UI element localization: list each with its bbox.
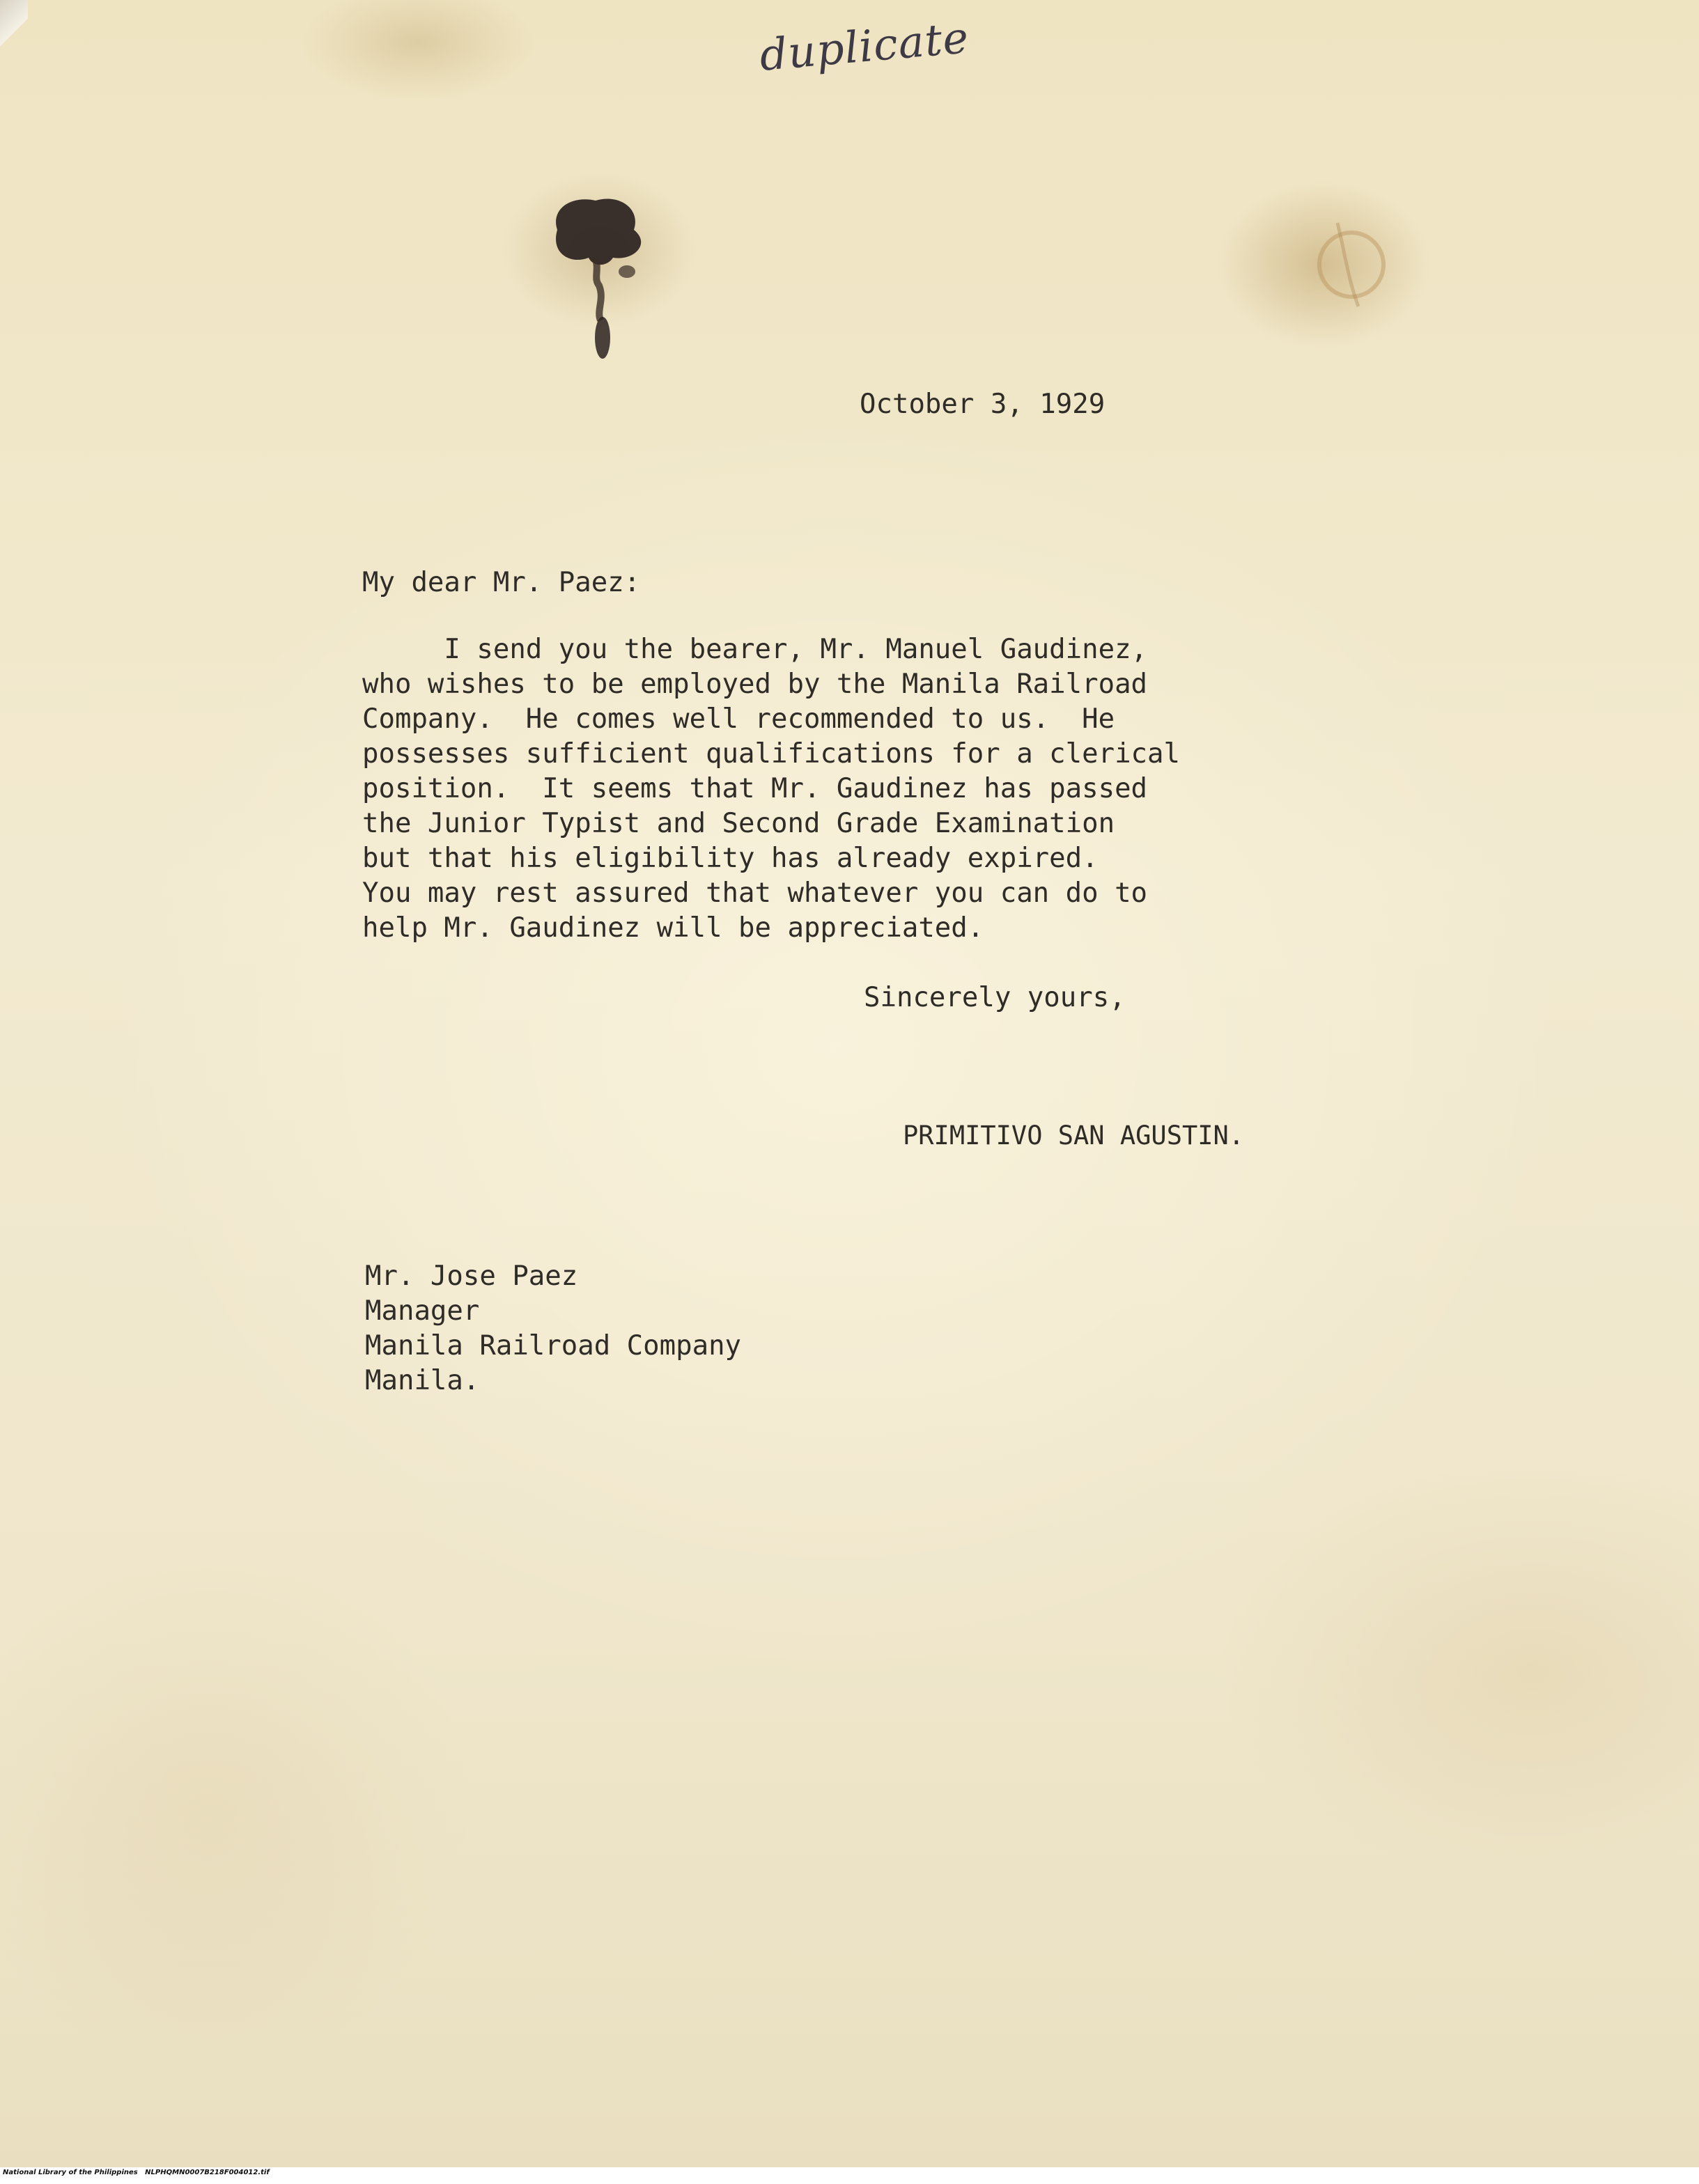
letter-salutation: My dear Mr. Paez: xyxy=(362,567,641,598)
body-line: I send you the bearer, Mr. Manuel Gaudinez, xyxy=(362,634,1148,665)
body-line: help Mr. Gaudinez will be appreciated. xyxy=(362,912,984,944)
burn-mark xyxy=(529,188,669,369)
folded-corner xyxy=(0,0,28,49)
letter-signatory: PRIMITIVO SAN AGUSTIN. xyxy=(903,1121,1245,1150)
body-line: the Junior Typist and Second Grade Examination xyxy=(362,808,1115,839)
letter-closing: Sincerely yours, xyxy=(864,982,1126,1013)
body-line: who wishes to be employed by the Manila Railroad xyxy=(362,669,1148,700)
body-line: possesses sufficient qualifications for a clerical xyxy=(362,738,1180,770)
body-line: but that his eligibility has already expired. xyxy=(362,843,1099,874)
recipient-city: Manila. xyxy=(365,1365,480,1396)
letter-date: October 3, 1929 xyxy=(860,389,1105,420)
recipient-title: Manager xyxy=(365,1295,480,1327)
body-line: position. It seems that Mr. Gaudinez has passed xyxy=(362,773,1148,804)
body-line: You may rest assured that whatever you can do to xyxy=(362,878,1148,909)
recipient-name: Mr. Jose Paez xyxy=(365,1261,578,1292)
recipient-company: Manila Railroad Company xyxy=(365,1330,742,1362)
handwritten-annotation: duplicate xyxy=(757,12,971,81)
body-line: Company. He comes well recommended to us. He xyxy=(362,703,1115,735)
scan-footer-caption: National Library of the Philippines NLPHQMN0007B218F004012.tif xyxy=(3,2169,270,2176)
rust-mark xyxy=(1296,209,1407,320)
